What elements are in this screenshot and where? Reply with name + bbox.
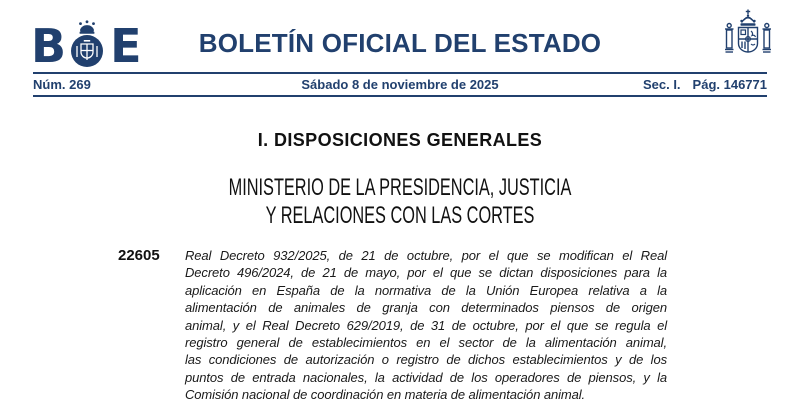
section-page-ref [643, 74, 767, 95]
entry-text-line: Real Decreto 932/2025, de 21 de octubre, por el que se modifican el Real [185, 248, 667, 263]
entry-text-line: animal, y el Real Decreto 629/2019, de 31 de octubre, por el que se regula el [185, 317, 667, 333]
entry-number: 22605 [118, 247, 160, 264]
entry-text-line: puntos de entrada nacionales, la actividad de los operadores de piensos, y la [185, 369, 667, 385]
masthead [0, 0, 800, 72]
publication-date: Sábado 8 de noviembre de 2025 [301, 77, 499, 92]
spain-coat-of-arms-icon [722, 6, 774, 66]
boe-logo-letter-b: B [31, 19, 65, 73]
entry-text-line: Decreto 496/2024, de 21 de mayo, por el que se dictan disposiciones para la [185, 265, 667, 281]
entry-text-line: las condiciones de autorización o registro de dichos establecimientos y de los [185, 352, 667, 368]
entry-text-line: aplicación en España de la normativa de la Unión Europea relativa a la [185, 282, 667, 298]
masthead-title: BOLETÍN OFICIAL DEL ESTADO [198, 28, 602, 58]
entry-text-line: alimentación de animales de granja con determinados piensos de origen [185, 300, 667, 316]
section-heading: I. DISPOSICIONES GENERALES [257, 130, 543, 150]
entry-text [185, 247, 667, 404]
page-ref: Pág. 146771 [692, 77, 767, 92]
ministry-heading-line2: Y RELACIONES CON LAS CORTES [265, 202, 535, 229]
issue-number: Núm. 269 [33, 77, 91, 92]
ministry-heading [128, 174, 672, 230]
section-ref: Sec. I. [642, 77, 681, 92]
entry-text-line: registro general de establecimientos en el sector de la alimentación animal, [185, 335, 667, 351]
entry-text-line: Comisión nacional de coordinación en materia de alimentación animal. [185, 387, 586, 403]
header-bar [33, 72, 767, 97]
ministry-heading-line1: MINISTERIO DE LA PRESIDENCIA, JUSTICIA [228, 174, 572, 201]
boe-logo-letter-e: E [110, 19, 140, 73]
gazette-entry [118, 247, 667, 404]
